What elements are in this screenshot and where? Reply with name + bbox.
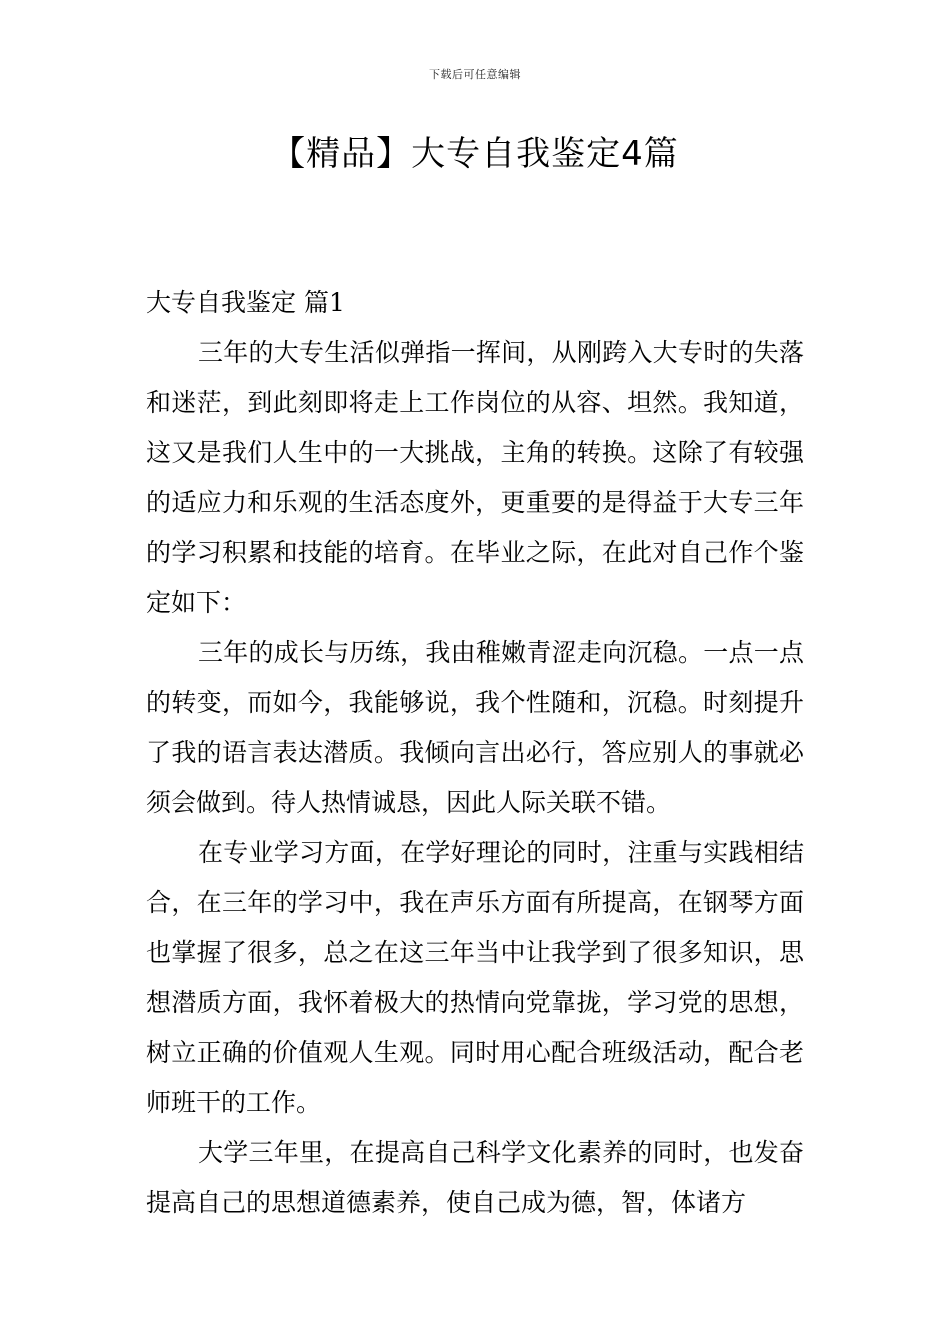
header-note: 下载后可任意编辑: [429, 68, 521, 81]
paragraph: 大学三年里，在提高自己科学文化素养的同时，也发奋提高自己的思想道德素养，使自己成为德，智，体诸方: [146, 1138, 804, 1217]
document-title: 【精品】大专自我鉴定4篇: [271, 134, 679, 174]
paragraph: 三年的成长与历练，我由稚嫩青涩走向沉稳。一点一点的转变，而如今，我能够说，我个性随和，沉稳。时刻提升了我的语言表达潜质。我倾向言出必行，答应别人的事就必须会做到。待人热情诚恳，因此人际关联不错。: [146, 638, 804, 817]
paragraph: 在专业学习方面，在学好理论的同时，注重与实践相结合，在三年的学习中，我在声乐方面有所提高，在钢琴方面也掌握了很多，总之在这三年当中让我学到了很多知识，思想潜质方面，我怀着极大的热情向党靠拢，学习党的思想，树立正确的价值观人生观。同时用心配合班级活动，配合老师班干的工作。: [146, 838, 804, 1117]
paragraph: 三年的大专生活似弹指一挥间，从刚跨入大专时的失落和迷茫，到此刻即将走上工作岗位的从容、坦然。我知道，这又是我们人生中的一大挑战，主角的转换。这除了有较强的适应力和乐观的生活态度外，更重要的是得益于大专三年的学习积累和技能的培育。在毕业之际，在此对自己作个鉴定如下：: [146, 338, 804, 617]
document-body: [146, 278, 804, 1228]
section-heading: 大专自我鉴定 篇1: [146, 288, 345, 317]
